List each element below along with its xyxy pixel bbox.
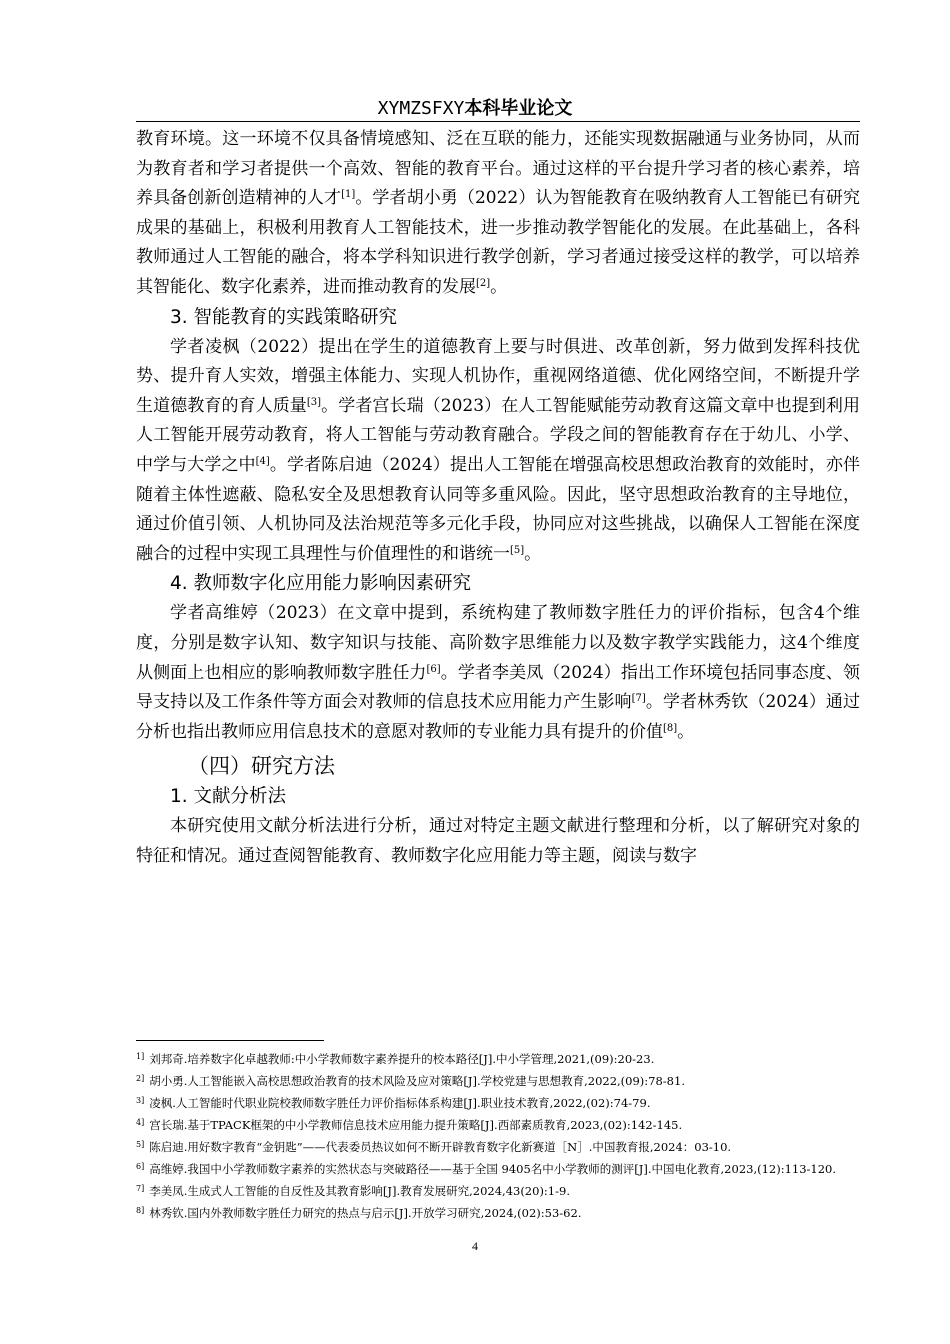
header-code: XYMZSFXY	[377, 98, 465, 119]
text-run: 教育环境。这一环境不仅具备情境感知、泛在互联的能力，还能实现数据融通与业务协同，从而为教育者和学习者提供一个高效、智能的教育平台。通过这样的平台提升学习者的核心素养，培养具备创新创造精神的人才	[136, 129, 860, 209]
footnote-text: 李美凤.生成式人工智能的自反性及其教育影响[J].教育发展研究,2024,43(20):1-9.	[149, 1184, 570, 1198]
footnote-text: 高维婷.我国中小学教师数字素养的实然状态与突破路径——基于全国 9405名中小学教师的测评[J].中国电化教育,2023,(12):113-120.	[149, 1162, 837, 1176]
citation-ref: [2]	[476, 277, 491, 289]
footnotes	[136, 1047, 860, 1223]
text-run: 。学者陈启迪（2024）提出人工智能在增强高校思想政治教育的效能时，亦伴随着主体性遮蔽、隐私安全及思想教育认同等多重风险。因此，坚守思想政治教育的主导地位，通过价值引领、人机协同及法治规范等多元化手段，协同应对这些挑战，以确保人工智能在深度融合的过程中实现工具理性与价值理性的和谐统一	[136, 454, 860, 564]
footnote-item	[136, 1179, 860, 1201]
text-run: 。学者林秀钦（2024）通过分析也指出教师应用信息技术的意愿对教师的专业能力具有提升的价值	[136, 692, 861, 742]
heading-influence-factors: 4. 教师数字化应用能力影响因素研究	[170, 573, 472, 595]
footnote-text: 陈启迪.用好数字教育“金钥匙”——代表委员热议如何不断开辟教育数字化新赛道［N］.中国教育报,2024：03-10.	[149, 1140, 732, 1154]
footnote-mark: 3]	[136, 1096, 145, 1105]
footnote-text: 林秀钦.国内外教师数字胜任力研究的热点与启示[J].开放学习研究,2024,(02):53-62.	[149, 1206, 582, 1220]
footnote-mark: 2]	[136, 1074, 145, 1083]
text-run: 。学者李美凤（2024）指出工作环境包括同事态度、领导支持以及工作条件等方面会对教师的信息技术应用能力产生影响	[136, 662, 860, 713]
footnote-mark: 5]	[136, 1140, 145, 1149]
text-run: 学者凌枫（2022）提出在学生的道德教育上要与时俱进、改革创新，努力做到发挥科技优势、提升育人实效，增强主体能力、实现人机协作，重视网络道德、优化网络空间，不断提升学生道德教育的育人质量	[136, 336, 860, 416]
footnote-text: 凌枫.人工智能时代职业院校教师数字胜任力评价指标体系构建[J].职业技术教育,2022,(02):74-79.	[149, 1096, 651, 1110]
footnote-item	[136, 1091, 860, 1113]
section-heading-methods: （四）研究方法	[188, 754, 335, 779]
header-title: 本科毕业论文	[464, 98, 573, 119]
text-run: 。学者宫长瑞（2023）在人工智能赋能劳动教育这篇文章中也提到利用人工智能开展劳动教育，将人工智能与劳动教育融合。学段之间的智能教育存在于幼儿、小学、中学与大学之中	[136, 395, 860, 475]
footnote-mark: 8]	[136, 1206, 145, 1215]
citation-ref: [4]	[255, 455, 270, 467]
header-rule	[136, 121, 860, 122]
footnote-item	[136, 1201, 860, 1223]
footnote-text: 刘邦奇.培养数字化卓越教师:中小学教师数字素养提升的校本路径[J].中小学管理,2021,(09):20-23.	[149, 1052, 655, 1066]
footnote-item	[136, 1069, 860, 1091]
page-number: 4	[472, 1239, 478, 1253]
footnote-item	[136, 1157, 860, 1179]
citation-ref: [3]	[306, 396, 322, 408]
citation-ref: [5]	[510, 544, 525, 556]
footnote-mark: 6]	[136, 1162, 145, 1171]
paragraph-methods: 本研究使用文献分析法进行分析，通过对特定主题文献进行整理和分析，以了解研究对象的特征和情况。通过查阅智能教育、教师数字化应用能力等主题，阅读与数字	[136, 816, 860, 866]
footnote-text: 胡小勇.人工智能嵌入高校思想政治教育的技术风险及应对策略[J].学校党建与思想教育,2022,(09):78-81.	[149, 1074, 685, 1088]
footnote-mark: 7]	[136, 1184, 145, 1193]
citation-ref: [1]	[341, 189, 356, 201]
main-content	[136, 125, 860, 871]
footnote-text: 宫长瑞.基于TPACK框架的中小学教师信息技术应用能力提升策略[J].西部素质教育,2023,(02):142-145.	[149, 1118, 683, 1132]
text-run: 。学者胡小勇（2022）认为智能教育在吸纳教育人工智能已有研究成果的基础上，积极利用教育人工智能技术，进一步推动教学智能化的发展。在此基础上，各科教师通过人工智能的融合，将本学科知识进行教学创新，学习者通过接受这样的教学，可以培养其智能化、数字化素养，进而推动教育的发展	[136, 188, 861, 297]
paragraph-intro	[136, 125, 860, 303]
text-run: 。	[490, 276, 508, 297]
page-header	[0, 96, 950, 122]
citation-ref: [7]	[631, 693, 646, 705]
heading-practice-strategy: 3. 智能教育的实践策略研究	[170, 306, 398, 328]
paragraph-influence	[136, 599, 860, 747]
text-run: 学者高维婷（2023）在文章中提到，系统构建了教师数字胜任力的评价指标，包含4个维度，分别是数字认知、数字知识与技能、高阶数字思维能力以及数字教学实践能力，这4个维度从侧面上也相应的影响教师数字胜任力	[136, 603, 860, 683]
text-run: 。	[524, 543, 542, 564]
citation-ref: [8]	[663, 722, 678, 734]
footnote-item	[136, 1113, 860, 1135]
footnote-item	[136, 1135, 860, 1157]
heading-literature-analysis: 1. 文献分析法	[170, 786, 287, 808]
paragraph-practice	[136, 333, 860, 570]
footnote-mark: 1]	[136, 1052, 145, 1061]
footnote-mark: 4]	[136, 1118, 145, 1127]
citation-ref: [6]	[426, 663, 441, 675]
footnote-item	[136, 1047, 860, 1069]
footnote-separator	[136, 1040, 324, 1041]
text-run: 。	[677, 721, 695, 742]
